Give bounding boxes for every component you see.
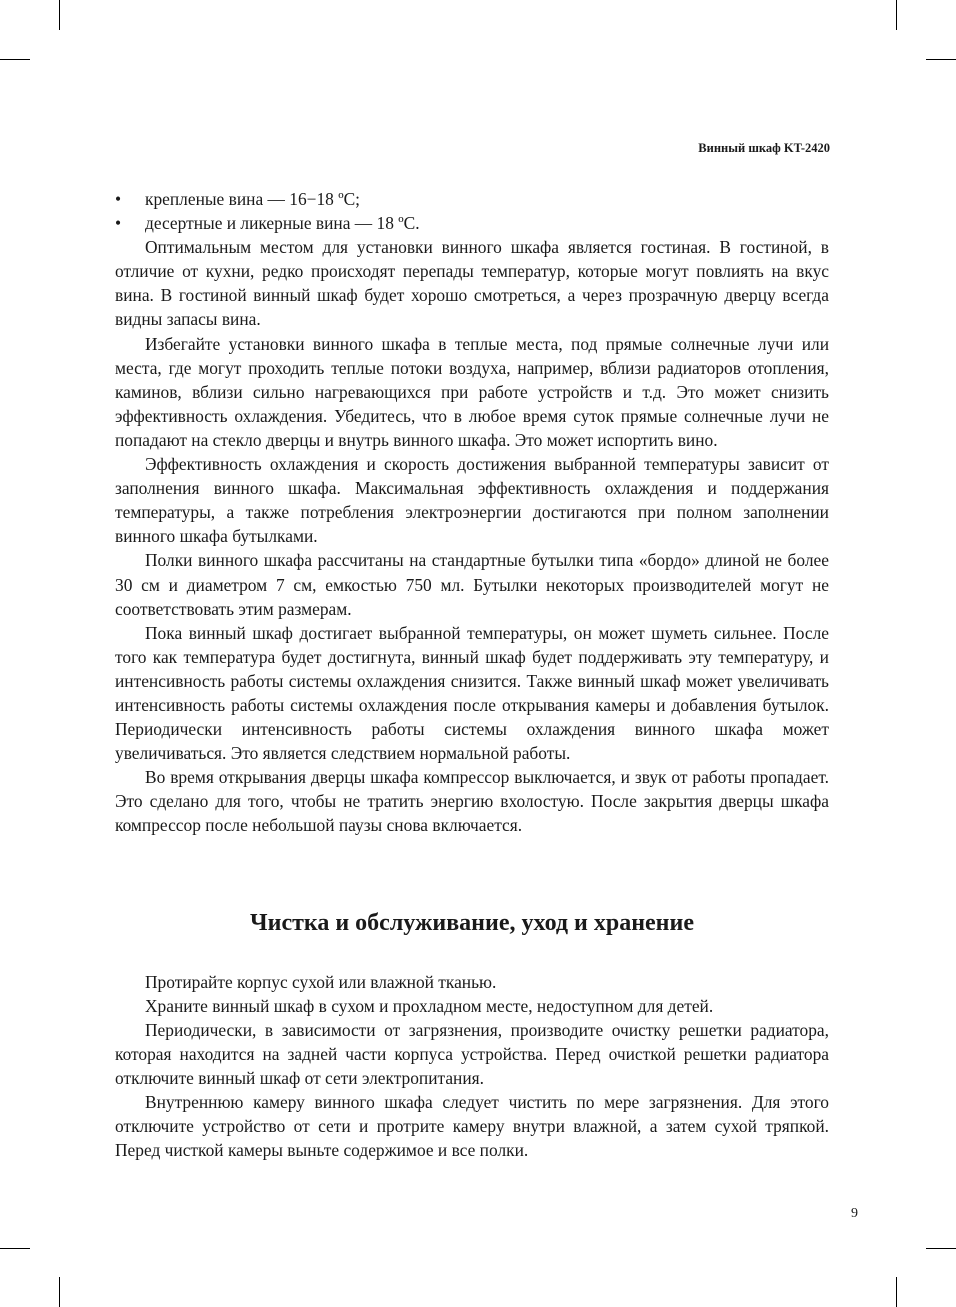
bullet-marker: •	[115, 189, 122, 209]
crop-mark-top-left-horizontal	[0, 59, 30, 60]
paragraph-placement: Оптимальным местом для установки винного шкафа является гостиная. В гостиной, в отличие от кухни, редко происходят перепады температур, которые могут повлиять на вкус вина. В гостиной винный шкаф будет хорошо смотреться, а через прозрачную дверцу всегда видны запасы вина.	[115, 237, 829, 330]
crop-mark-top-right-vertical	[896, 0, 897, 30]
paragraph-shelves: Полки винного шкафа рассчитаны на стандартные бутылки типа «бордо» длиной не более 30 см и диаметром 7 см, емкостью 750 мл. Бутылки некоторых производителей могут не соответствовать этим размерам.	[115, 550, 829, 619]
crop-mark-top-right-horizontal	[926, 59, 956, 60]
crop-mark-bottom-left-horizontal	[0, 1248, 30, 1249]
page-number: 9	[851, 1206, 858, 1221]
crop-mark-bottom-right-vertical	[896, 1277, 897, 1307]
paragraph-noise: Пока винный шкаф достигает выбранной температуры, он может шуметь сильнее. После того как температура будет достигнута, винный шкаф будет поддерживать эту температуру, и интенсивность работы системы охлаждения снизится. Также винный шкаф может увеличивать интенсивность работы системы охлаждения после открывания камеры и добавления бутылок. Периодически интенсивность работы системы охлаждения винного шкафа может увеличиваться. Это является следствием нормальной работы.	[115, 622, 829, 764]
paragraph-efficiency: Эффективность охлаждения и скорость достижения выбранной температуры зависит от заполнения винного шкафа. Максимальная эффективность охлаждения и поддержания температуры, а также потребления электроэнергии достигаются при полном заполнении винного шкафа бутылками.	[115, 454, 829, 547]
running-header: Винный шкаф KT-2420	[698, 141, 830, 155]
section-title: Чистка и обслуживание, уход и хранение	[250, 909, 694, 936]
bullet-marker: •	[115, 213, 122, 234]
page-body	[115, 187, 829, 1162]
temperature-bullet-list	[115, 187, 829, 235]
crop-mark-bottom-left-vertical	[59, 1277, 60, 1307]
paragraph-chamber-cleaning: Внутреннюю камеру винного шкафа следует чистить по мере загрязнения. Для этого отключите устройство от сети и протрите камеру внутри влажной, а затем сухой тряпкой. Перед чисткой камеры выньте содержимое и все полки.	[115, 1092, 829, 1161]
paragraph-wipe-body: Протирайте корпус сухой или влажной тканью.	[145, 971, 497, 992]
crop-mark-top-left-vertical	[59, 0, 60, 30]
paragraph-avoid-heat: Избегайте установки винного шкафа в теплые места, под прямые солнечные лучи или места, где могут проходить теплые потоки воздуха, например, вблизи радиаторов отопления, каминов, вблизи сильно нагревающихся при работе устройств и т.д. Это может снизить эффективность охлаждения. Убедитесь, что в любое время суток прямые солнечные лучи не попадают на стекло дверцы и внутрь винного шкафа. Это может испортить вино.	[115, 333, 829, 450]
list-item	[115, 211, 829, 235]
crop-mark-bottom-right-horizontal	[926, 1248, 956, 1249]
paragraph-storage: Храните винный шкаф в сухом и прохладном месте, недоступном для детей.	[145, 995, 714, 1016]
list-item-text: крепленые вина — 16−18 ºC;	[145, 189, 361, 209]
list-item-text: десертные и ликерные вина — 18 ºC.	[145, 213, 420, 234]
paragraph-radiator-cleaning: Периодически, в зависимости от загрязнения, производите очистку решетки радиатора, которая находится на задней части корпуса устройства. Перед очисткой решетки радиатора отключите винный шкаф от сети электропитания.	[115, 1019, 829, 1088]
paragraph-door-compressor: Во время открывания дверцы шкафа компрессор выключается, и звук от работы пропадает. Это сделано для того, чтобы не тратить энергию вхолостую. После закрытия дверцы шкафа компрессор после небольшой паузы снова включается.	[115, 767, 829, 836]
list-item	[115, 187, 829, 211]
